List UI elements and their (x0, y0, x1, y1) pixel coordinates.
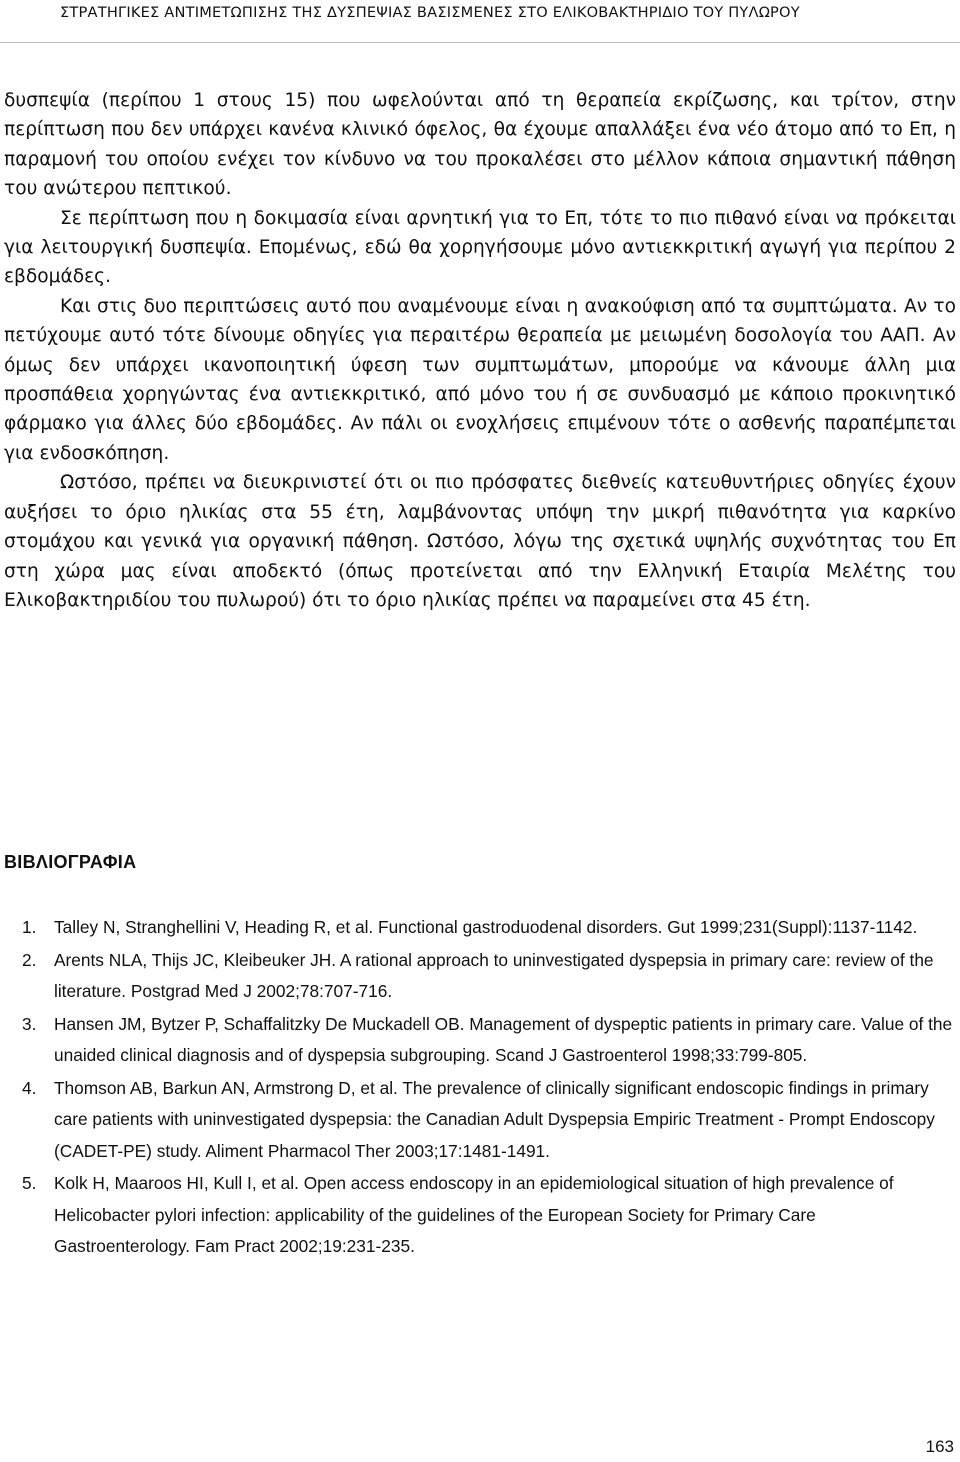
running-header: ΣΤΡΑΤΗΓΙΚΕΣ ΑΝΤΙΜΕΤΩΠΙΣΗΣ ΤΗΣ ΔΥΣΠΕΨΙΑΣ ΒΑΣΙΣΜΕΝΕΣ ΣΤΟ ΕΛΙΚΟΒΑΚΤΗΡΙΔΙΟ ΤΟΥ ΠΥΛΩΡΟΥ (60, 4, 800, 21)
reference-number: 5. (22, 1173, 37, 1194)
body-paragraph: Σε περίπτωση που η δοκιμασία είναι αρνητική για το Επ, τότε το πιο πιθανό είναι να πρόκειται για λειτουργική δυσπεψία. Επομένως, εδώ θα χορηγήσουμε μόνο αντιεκκριτική αγωγή για περίπου 2 εβδομάδες. (4, 207, 956, 288)
header-divider (0, 42, 960, 43)
reference-number: 4. (22, 1077, 37, 1098)
reference-text: Thomson AB, Barkun AN, Armstrong D, et al. The prevalence of clinically significant endoscopic findings in primary care patients with uninvestigated dyspepsia: the Canadian Adult Dyspepsia Empiric Treatment - Prompt Endoscopy (CADET-PE) study. Aliment Pharmacol Ther 2003;17:1481-1491. (54, 1077, 935, 1161)
bibliography-heading: ΒΙΒΛΙΟΓΡΑΦΙΑ (4, 852, 137, 872)
reference-number: 2. (22, 949, 37, 970)
reference-text: Kolk H, Maaroos HI, Kull I, et al. Open access endoscopy in an epidemiological situation of high prevalence of Helicobacter pylori infection: applicability of the guidelines of the European Society for Primary Care Gastroenterology. Fam Pract 2002;19:231-235. (54, 1173, 894, 1256)
body-paragraph: Και στις δυο περιπτώσεις αυτό που αναμένουμε είναι η ανακούφιση από τα συμπτώματα. Αν το πετύχουμε αυτό τότε δίνουμε οδηγίες για περαιτέρω θεραπεία με μειωμένη δοσολογία του ΑΑΠ. Αν όμως δεν υπάρχει ικανοποιητική ύφεση των συμπτωμάτων, μπορούμε να κάνουμε άλλη μια προσπάθεια χορηγώντας ένα αντιεκκριτικό, από μόνο του ή σε συνδυασμό με κάποιο προκινητικό φάρμακο για άλλες δύο εβδομάδες. Αν πάλι οι ενοχλήσεις επιμένουν τότε ο ασθενής παραπέμπεται για ενδοσκόπηση. (4, 295, 956, 464)
body-text (4, 86, 956, 615)
reference-list (22, 912, 956, 1264)
reference-text: Hansen JM, Bytzer P, Schaffalitzky De Muckadell OB. Management of dyspeptic patients in primary care. Value of the unaided clinical diagnosis and of dyspepsia subgrouping. Scand J Gastroenterol 1998;33:799-805. (54, 1013, 953, 1066)
reference-number: 3. (22, 1013, 37, 1034)
reference-text: Talley N, Stranghellini V, Heading R, et al. Functional gastroduodenal disorders. Gut 1999;231(Suppl):1137-1142. (54, 917, 918, 937)
reference-item (22, 912, 956, 943)
reference-item (22, 1073, 956, 1167)
reference-item (22, 1009, 956, 1072)
reference-item (22, 1168, 956, 1262)
page-number: 163 (925, 1437, 954, 1456)
reference-item (22, 945, 956, 1008)
body-paragraph: δυσπεψία (περίπου 1 στους 15) που ωφελούνται από τη θεραπεία εκρίζωσης, και τρίτον, στην περίπτωση που δεν υπάρχει κανένα κλινικό όφελος, θα έχουμε απαλλάξει ένα νέο άτομο από το Επ, η παραμονή του οποίου ενέχει τον κίνδυνο να του προκαλέσει στο μέλλον κάποια σημαντική πάθηση του ανώτερου πεπτικού. (4, 90, 956, 200)
reference-number: 1. (22, 917, 37, 937)
body-paragraph: Ωστόσο, πρέπει να διευκρινιστεί ότι οι πιο πρόσφατες διεθνείς κατευθυντήριες οδηγίες έχουν αυξήσει το όριο ηλικίας στα 55 έτη, λαμβάνοντας υπόψη την μικρή πιθανότητα για καρκίνο στομάχου και γενικά για οργανική πάθηση. Ωστόσο, λόγω της σχετικά υψηλής συχνότητας του Επ στη χώρα μας είναι αποδεκτό (όπως προτείνεται από την Ελληνική Εταιρία Μελέτης του Ελικοβακτηριδίου του πυλωρού) ότι το όριο ηλικίας πρέπει να παραμείνει στα 45 έτη. (4, 472, 956, 611)
reference-text: Arents NLA, Thijs JC, Kleibeuker JH. A rational approach to uninvestigated dyspepsia in primary care: review of the literature. Postgrad Med J 2002;78:707-716. (54, 949, 934, 1002)
